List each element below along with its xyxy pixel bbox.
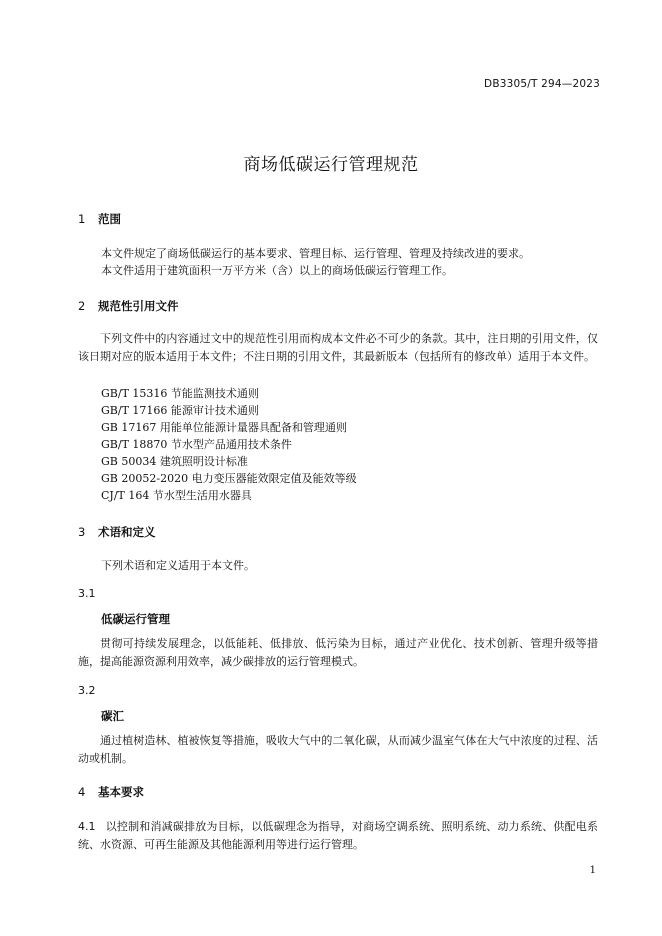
section-3-heading	[78, 524, 156, 540]
section-4-title: 基本要求	[98, 785, 144, 799]
section-4-heading	[78, 784, 144, 800]
reference-item: GB 20052-2020 电力变压器能效限定值及能效等级	[101, 472, 357, 485]
scope-paragraph-2: 本文件适用于建筑面积一万平方米（含）以上的商场低碳运行管理工作。	[101, 264, 453, 277]
term-3-2-number: 3.2	[78, 684, 96, 697]
clause-4-1-text: 以控制和消减碳排放为目标，以低碳理念为指导，对商场空调系统、照明系统、动力系统、供配电系统、水资源、可再生能源及其他能源利用等进行运行管理。	[78, 820, 598, 851]
section-1-heading	[78, 211, 121, 227]
term-3-1-name: 低碳运行管理	[101, 612, 170, 626]
section-2-heading	[78, 298, 179, 314]
term-3-2-definition: 通过植树造林、植被恢复等措施，吸收大气中的二氧化碳，从而减少温室气体在大气中浓度的过程、活动或机制。	[78, 734, 598, 765]
terms-intro: 下列术语和定义适用于本文件。	[101, 559, 255, 572]
scope-paragraph-1: 本文件规定了商场低碳运行的基本要求、管理目标、运行管理、管理及持续改进的要求。	[101, 247, 530, 260]
section-3-number: 3	[78, 525, 86, 539]
section-1-number: 1	[78, 212, 86, 226]
section-3-title: 术语和定义	[98, 525, 156, 539]
section-2-title: 规范性引用文件	[98, 299, 179, 313]
reference-item: GB 50034 建筑照明设计标准	[101, 455, 248, 468]
reference-item: GB/T 18870 节水型产品通用技术条件	[101, 438, 292, 451]
page-number: 1	[589, 865, 596, 876]
reference-item: GB 17167 用能单位能源计量器具配备和管理通则	[101, 421, 347, 434]
reference-item: GB/T 15316 节能监测技术通则	[101, 387, 259, 400]
standard-number: DB3305/T 294—2023	[484, 78, 600, 90]
document-title: 商场低碳运行管理规范	[243, 155, 419, 175]
term-3-1-definition: 贯彻可持续发展理念，以低能耗、低排放、低污染为目标，通过产业优化、技术创新、管理升级等措施，提高能源资源利用效率，减少碳排放的运行管理模式。	[78, 637, 598, 668]
clause-4-1	[78, 818, 598, 854]
reference-item: CJ/T 164 节水型生活用水器具	[101, 489, 252, 502]
section-1-title: 范围	[98, 212, 121, 226]
reference-item: GB/T 17166 能源审计技术通则	[101, 404, 259, 417]
section-2-number: 2	[78, 299, 86, 313]
term-3-2-name: 碳汇	[101, 709, 124, 723]
clause-4-1-number: 4.1	[78, 820, 96, 833]
references-intro: 下列文件中的内容通过文中的规范性引用而构成本文件必不可少的条款。其中，注日期的引用文件，仅该日期对应的版本适用于本文件；不注日期的引用文件，其最新版本（包括所有的修改单）适用于本文件。	[78, 332, 598, 363]
term-3-1-number: 3.1	[78, 587, 96, 600]
section-4-number: 4	[78, 785, 86, 799]
